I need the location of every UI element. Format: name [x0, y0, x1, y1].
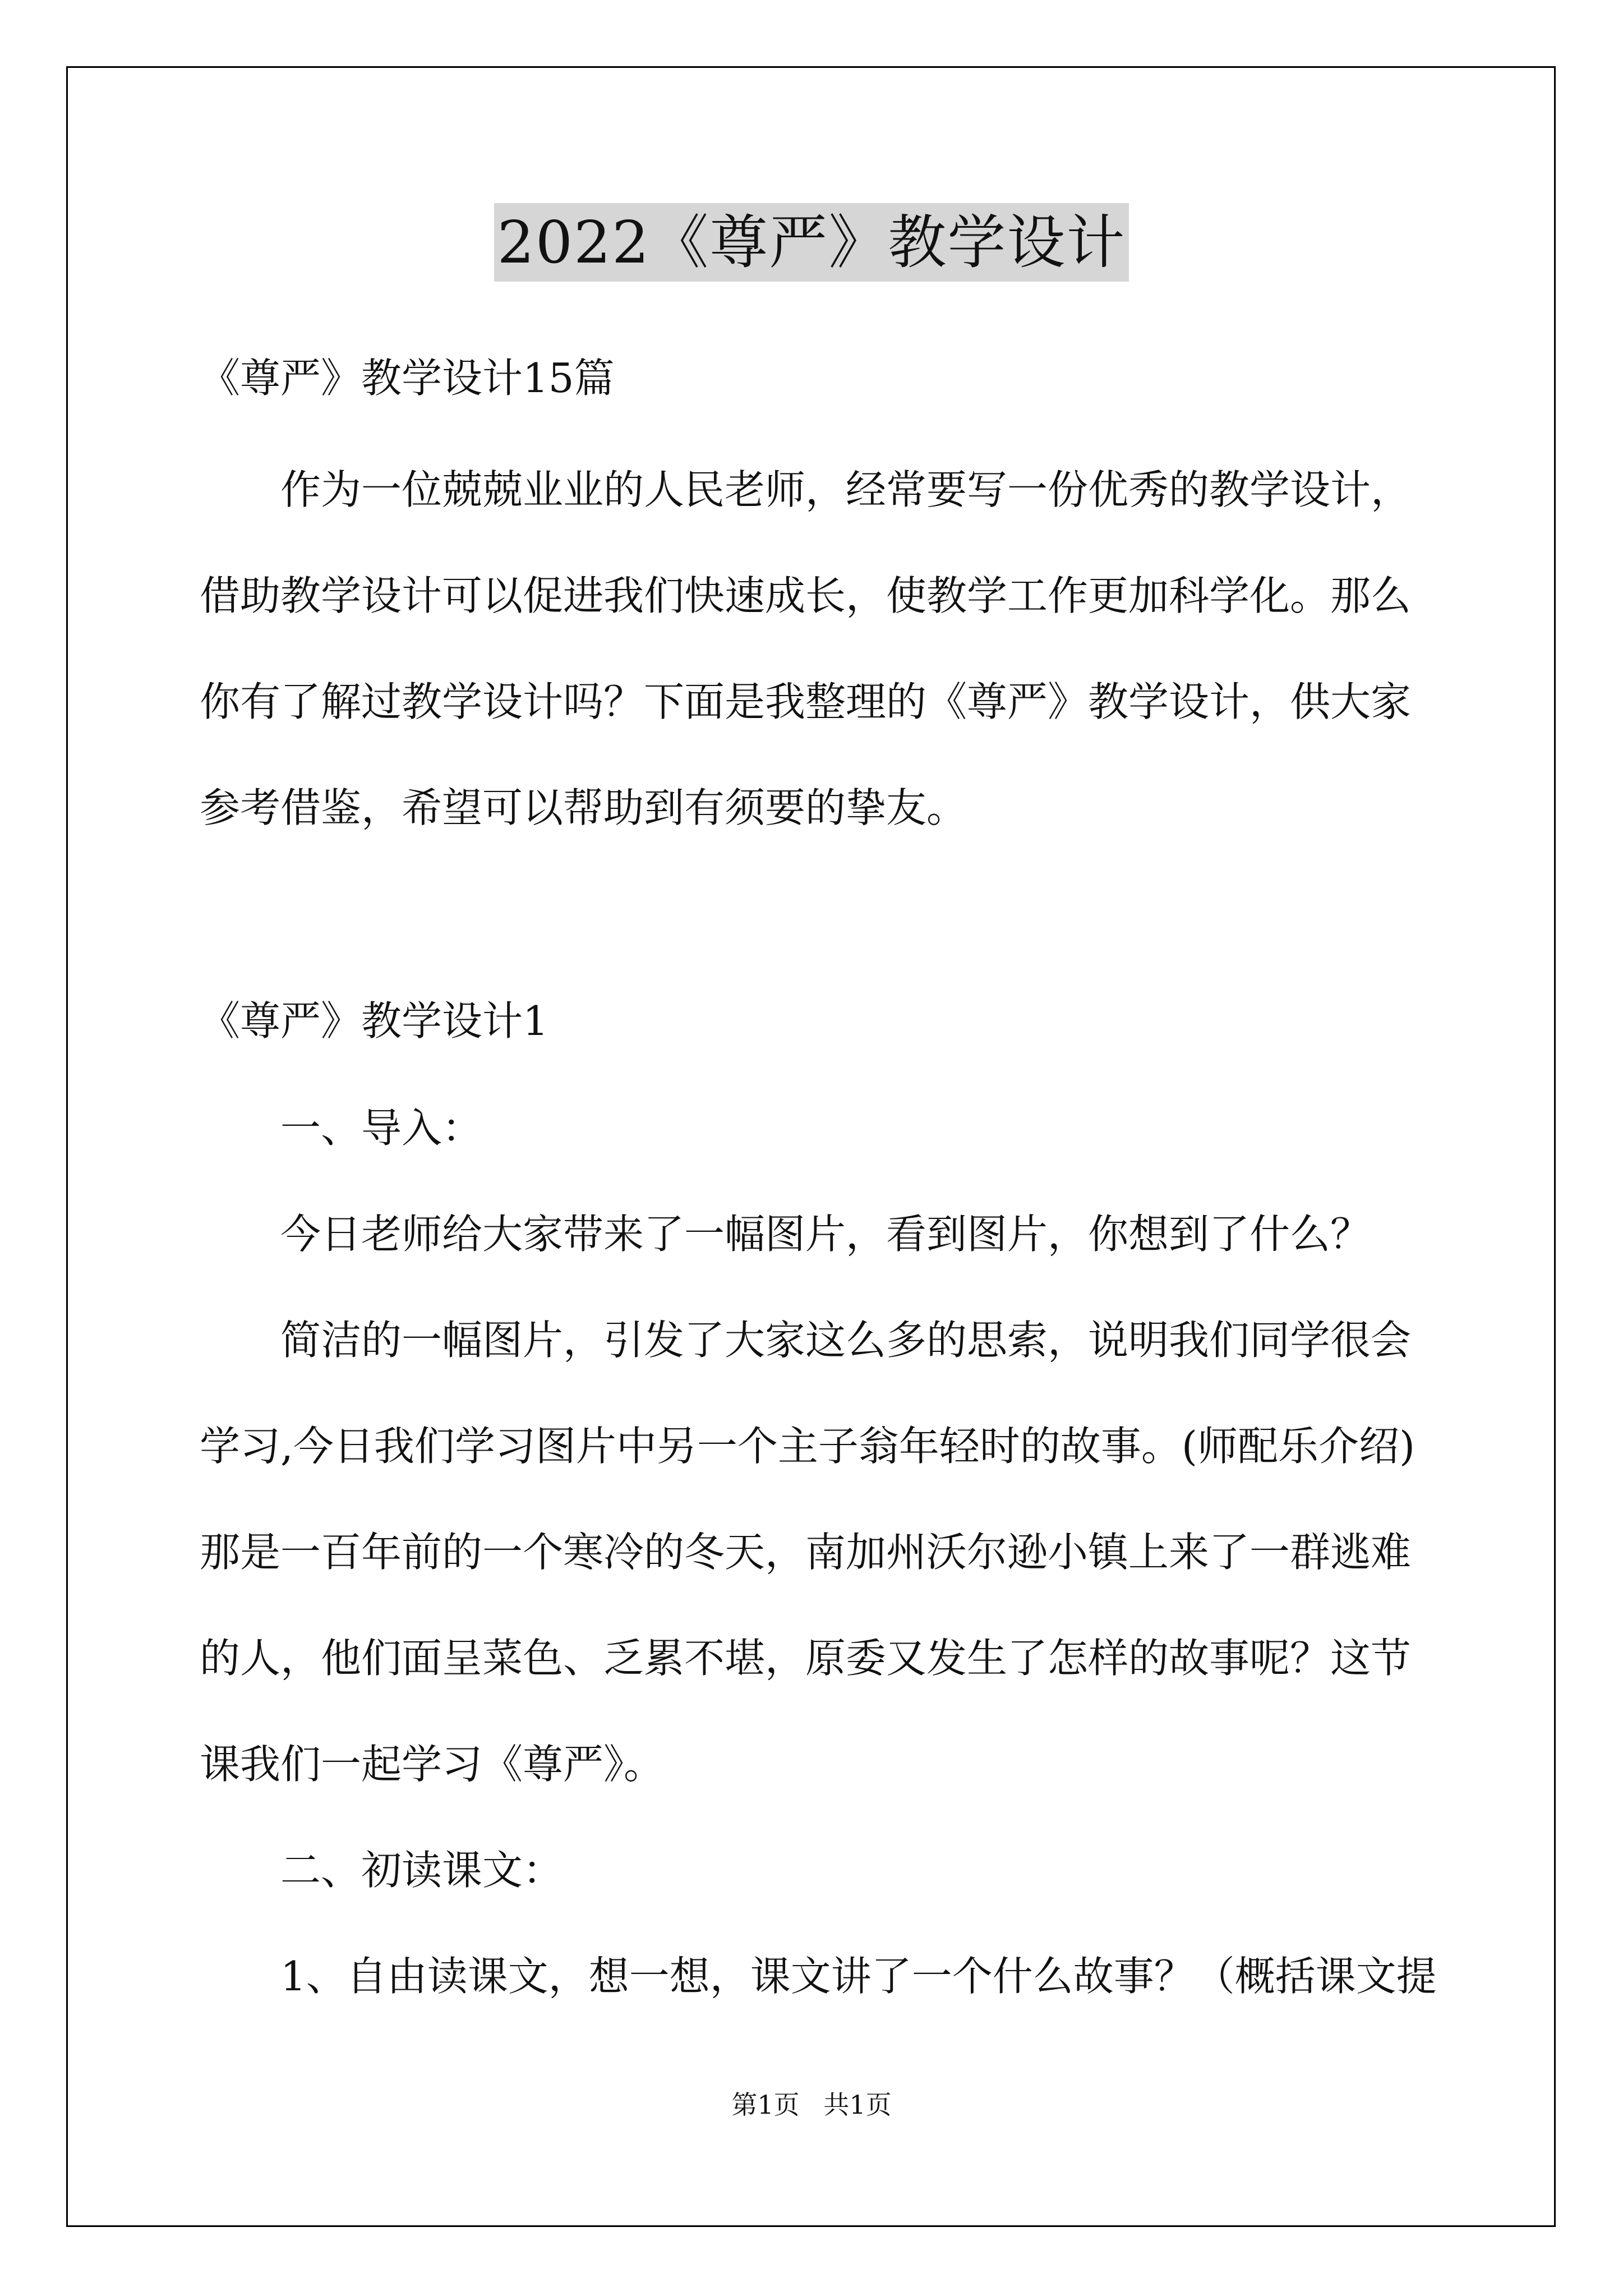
document-title: 2022《尊严》教学设计	[494, 203, 1129, 282]
paragraph-line: 那是一百年前的一个寒冷的冬天，南加州沃尔逊小镇上来了一群逃难	[200, 1529, 1412, 1576]
list-item: 1、自由读课文，想一想，课文讲了一个什么故事？（概括课文提	[280, 1953, 1437, 2000]
paragraph-line: 学习,今日我们学习图片中另一个主子翁年轻时的故事。(师配乐介绍)	[200, 1423, 1415, 1470]
intro-line: 作为一位兢兢业业的人民老师，经常要写一份优秀的教学设计，	[280, 466, 1412, 513]
part-heading: 二、初读课文：	[280, 1847, 564, 1894]
paragraph-line: 今日老师给大家带来了一幅图片，看到图片，你想到了什么？	[280, 1211, 1371, 1258]
page-current: 第1页	[731, 2090, 800, 2120]
paragraph-line: 课我们一起学习《尊严》。	[200, 1741, 665, 1788]
intro-line: 借助教学设计可以促进我们快速成长，使教学工作更加科学化。那么	[200, 572, 1412, 619]
paragraph-line: 简洁的一幅图片，引发了大家这么多的思索，说明我们同学很会	[280, 1317, 1412, 1364]
subtitle: 《尊严》教学设计15篇	[200, 355, 615, 402]
paragraph-line: 的人，他们面呈菜色、乏累不堪，原委又发生了怎样的故事呢？这节	[200, 1635, 1412, 1682]
section-heading: 《尊严》教学设计1	[200, 997, 548, 1045]
page-footer	[0, 2088, 1623, 2122]
page-total: 共1页	[823, 2090, 892, 2120]
part-heading: 一、导入：	[280, 1105, 483, 1152]
intro-line: 你有了解过教学设计吗？下面是我整理的《尊严》教学设计，供大家	[200, 678, 1412, 725]
title-container	[0, 203, 1623, 282]
intro-line: 参考借鉴，希望可以帮助到有须要的挚友。	[200, 784, 967, 831]
